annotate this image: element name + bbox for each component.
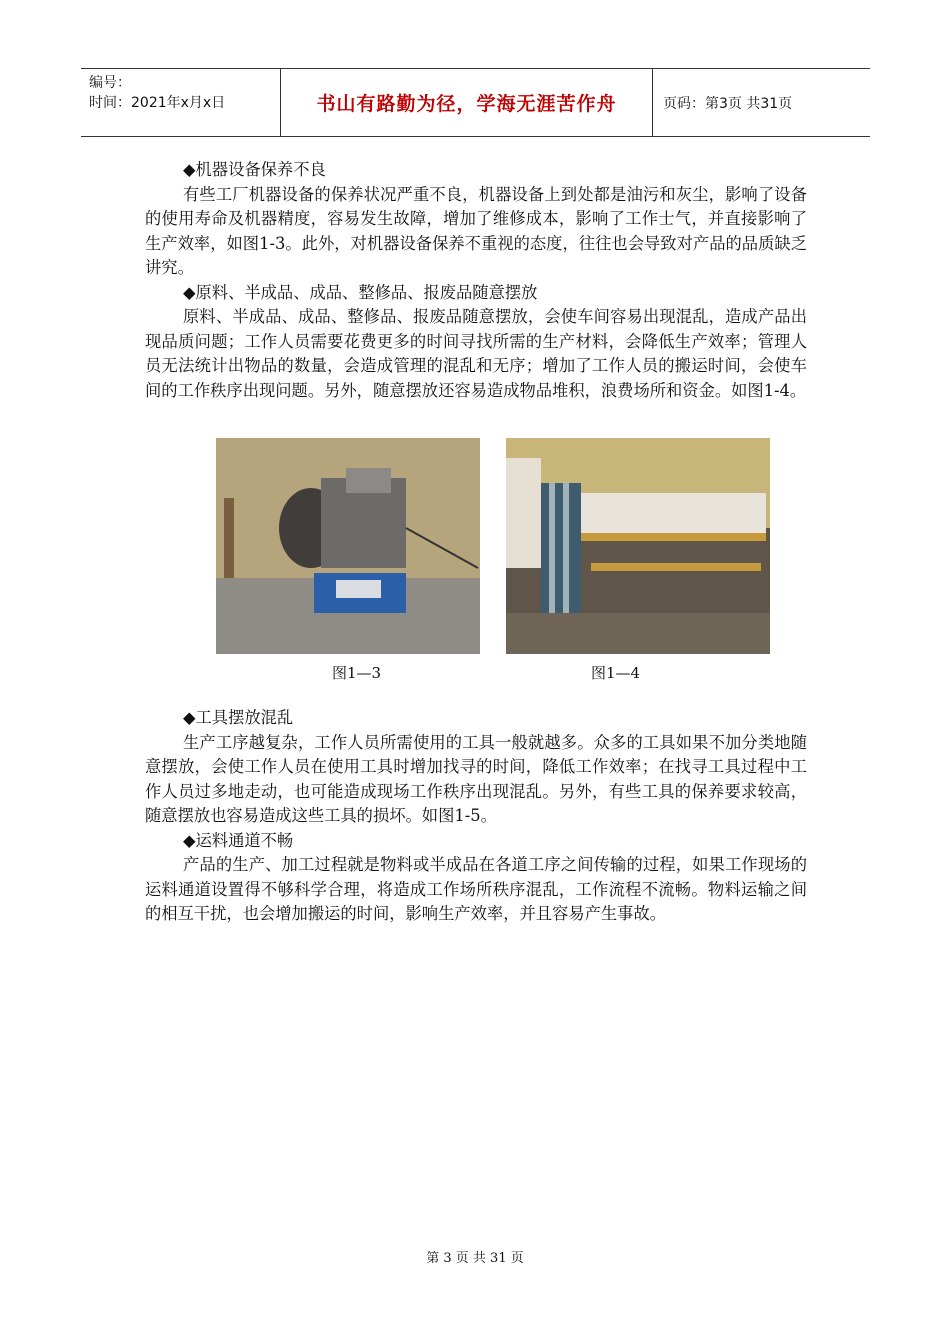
section-body: 原料、半成品、成品、整修品、报废品随意摆放，会使车间容易出现混乱，造成产品出现品质问题；工作人员需要花费更多的时间寻找所需的生产材料，会降低生产效率；管理人员无法统计出物品的数量，会造成管理的混乱和无序；增加了工作人员的搬运时间，会使车间的工作秩序出现问题。另外，随意摆放还容易造成物品堆积，浪费场所和资金。如图1-4。: [145, 307, 807, 400]
date-label: 时间：2021年x月x日: [89, 95, 226, 111]
main-text-top: [145, 158, 807, 403]
page-info: 页码：第3页 共31页: [663, 95, 793, 112]
figure-row: [216, 438, 771, 682]
section-heading: ◆机器设备保养不良: [183, 160, 326, 179]
number-label: 编号：: [89, 75, 131, 91]
storage-image: [506, 438, 770, 654]
section-body: 生产工序越复杂，工作人员所需使用的工具一般就越多。众多的工具如果不加分类地随意摆放，会使工作人员在使用工具时增加找寻的时间，降低工作效率；在找寻工具过程中工作人员过多地走动，也可能造成现场工作秩序出现混乱。另外，有些工具的保养要求较高，随意摆放也容易造成这些工具的损坏。如图1-5。: [145, 732, 807, 825]
section-heading: ◆原料、半成品、成品、整修品、报废品随意摆放: [183, 282, 538, 302]
page-footer: 第 3 页 共 31 页: [426, 1251, 524, 1266]
figure-machine-photo: [216, 438, 480, 654]
figure-caption: 图1—3: [332, 664, 382, 682]
main-text-bottom: [145, 706, 807, 927]
section-body: 产品的生产、加工过程就是物料或半成品在各道工序之间传输的过程，如果工作现场的运料通道设置得不够科学合理，将造成工作场所秩序混乱，工作流程不流畅。物料运输之间的相互干扰，也会增加搬运的时间，影响生产效率，并且容易产生事故。: [145, 855, 807, 923]
section-body: 有些工厂机器设备的保养状况严重不良，机器设备上到处都是油污和灰尘，影响了设备的使用寿命及机器精度，容易发生故障，增加了维修成本，影响了工作士气，并直接影响了生产效率，如图1-3。此外，对机器设备保养不重视的态度，往往也会导致对产品的品质缺乏讲究。: [145, 184, 807, 277]
section-heading: ◆运料通道不畅: [183, 830, 294, 850]
page-header: [81, 68, 870, 137]
header-meta: [81, 69, 281, 136]
figure-caption: 图1—4: [591, 664, 641, 682]
motto: 书山有路勤为径，学海无涯苦作舟: [281, 69, 653, 136]
figure-storage-photo: [506, 438, 770, 654]
section-heading: ◆工具摆放混乱: [183, 708, 294, 727]
machine-image: [216, 438, 480, 654]
